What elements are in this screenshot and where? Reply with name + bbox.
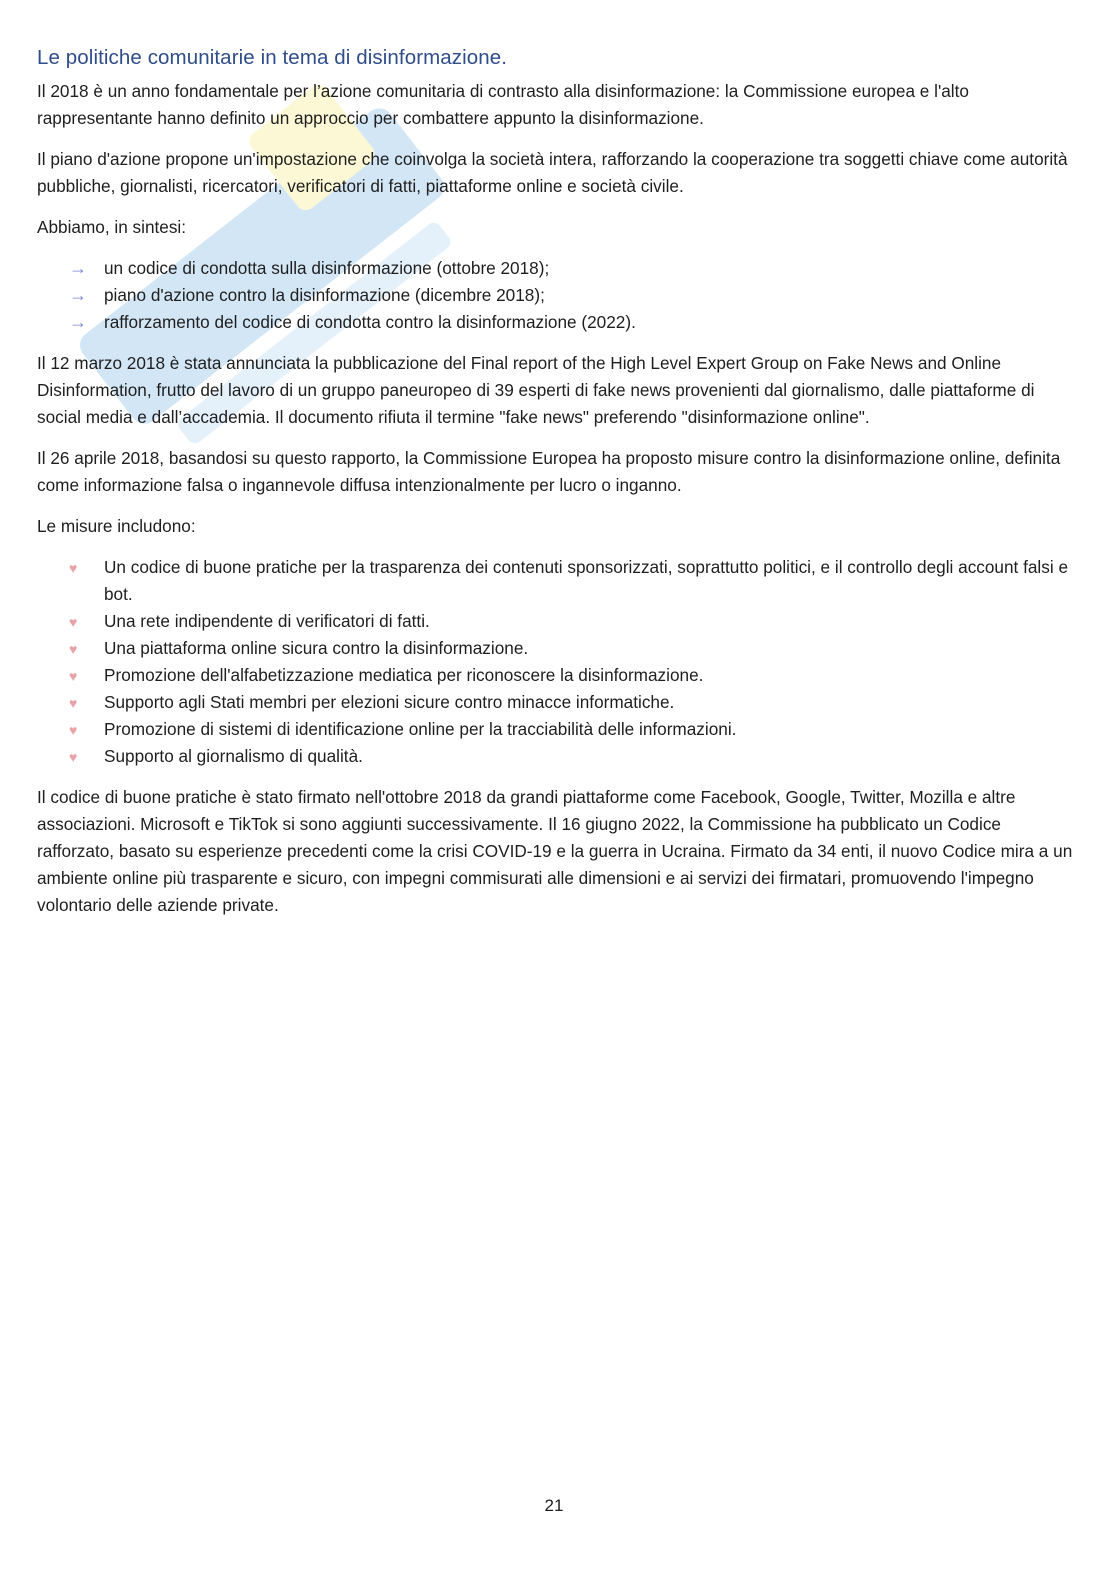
list-item-text: piano d'azione contro la disinformazione (dicembre 2018); bbox=[104, 285, 545, 305]
page-number: 21 bbox=[544, 1496, 564, 1515]
heart-icon: ♥ bbox=[69, 722, 78, 738]
heart-icon: ♥ bbox=[69, 668, 78, 684]
list-item bbox=[37, 309, 1077, 336]
arrow-right-icon: → bbox=[69, 285, 87, 305]
heart-icon: ♥ bbox=[69, 695, 78, 711]
heart-icon: ♥ bbox=[69, 641, 78, 657]
list-item-text: un codice di condotta sulla disinformazione (ottobre 2018); bbox=[104, 258, 550, 278]
list-item bbox=[37, 743, 1077, 770]
list-item-text: Supporto agli Stati membri per elezioni sicure contro minacce informatiche. bbox=[104, 692, 675, 712]
measures-list bbox=[37, 554, 1077, 770]
paragraph-intro-1: Il 2018 è un anno fondamentale per l’azione comunitaria di contrasto alla disinformazione: la Commissione europea e l'alto rappresentante hanno definito un approccio per combattere appunto la disinformazione. bbox=[37, 81, 969, 128]
summary-list bbox=[37, 255, 1077, 336]
list-item-text: Una rete indipendente di verificatori di fatti. bbox=[104, 611, 430, 631]
list-item bbox=[37, 689, 1077, 716]
list-item-text: Promozione dell'alfabetizzazione mediatica per riconoscere la disinformazione. bbox=[104, 665, 704, 685]
list-item bbox=[37, 716, 1077, 743]
arrow-right-icon: → bbox=[69, 258, 87, 278]
list-item bbox=[37, 635, 1077, 662]
paragraph-closing: Il codice di buone pratiche è stato firmato nell'ottobre 2018 da grandi piattaforme come Facebook, Google, Twitter, Mozilla e altre associazioni. Microsoft e TikTok si sono aggiunti successivamente. Il 16 giugno 2022, la Commissione ha pubblicato un Codice rafforzato, basato su esperienze precedenti come la crisi COVID-19 e la guerra in Ucraina. Firmato da 34 enti, il nuovo Codice mira a un ambiente online più trasparente e sicuro, con impegni commisurati alle dimensioni e ai servizi dei firmatari, promuovendo l'impegno volontario delle aziende private. bbox=[37, 787, 1073, 915]
list-item-text: Una piattaforma online sicura contro la disinformazione. bbox=[104, 638, 529, 658]
paragraph-middle-1: Il 12 marzo 2018 è stata annunciata la pubblicazione del Final report of the High Level Expert Group on Fake News and Online Disinformation, frutto del lavoro di un gruppo paneuropeo di 39 esperti di fake news provenienti dal giornalismo, dalle piattaforme di social media e dall’accademia. Il documento rifiuta il termine "fake news" preferendo "disinformazione online". bbox=[37, 353, 1035, 427]
list-item bbox=[37, 255, 1077, 282]
heart-icon: ♥ bbox=[69, 749, 78, 765]
section-heading: Le politiche comunitarie in tema di disinformazione. bbox=[37, 46, 508, 69]
list-item bbox=[37, 662, 1077, 689]
paragraph-intro-2: Il piano d'azione propone un'impostazione che coinvolga la società intera, rafforzando la cooperazione tra soggetti chiave come autorità pubbliche, giornalisti, ricercatori, verificatori di fatti, piattaforme online e società civile. bbox=[37, 149, 1068, 196]
paragraph-middle-2: Il 26 aprile 2018, basandosi su questo rapporto, la Commissione Europea ha proposto misure contro la disinformazione online, definita come informazione falsa o ingannevole diffusa intenzionalmente per lucro o inganno. bbox=[37, 448, 1061, 495]
paragraph-intro-3: Abbiamo, in sintesi: bbox=[37, 217, 187, 237]
list-item-text: Promozione di sistemi di identificazione online per la tracciabilità delle informazioni. bbox=[104, 719, 737, 739]
list-item bbox=[37, 554, 1077, 608]
heart-icon: ♥ bbox=[69, 614, 78, 630]
list-item-text: Un codice di buone pratiche per la trasparenza dei contenuti sponsorizzati, soprattutto politici, e il controllo degli account falsi e bot. bbox=[104, 557, 1069, 604]
list-item-text: Supporto al giornalismo di qualità. bbox=[104, 746, 363, 766]
heart-icon: ♥ bbox=[69, 560, 78, 576]
document-body bbox=[37, 44, 1077, 933]
arrow-right-icon: → bbox=[69, 312, 87, 332]
list-item bbox=[37, 282, 1077, 309]
list-item bbox=[37, 608, 1077, 635]
list-item-text: rafforzamento del codice di condotta contro la disinformazione (2022). bbox=[104, 312, 636, 332]
paragraph-middle-3: Le misure includono: bbox=[37, 516, 196, 536]
